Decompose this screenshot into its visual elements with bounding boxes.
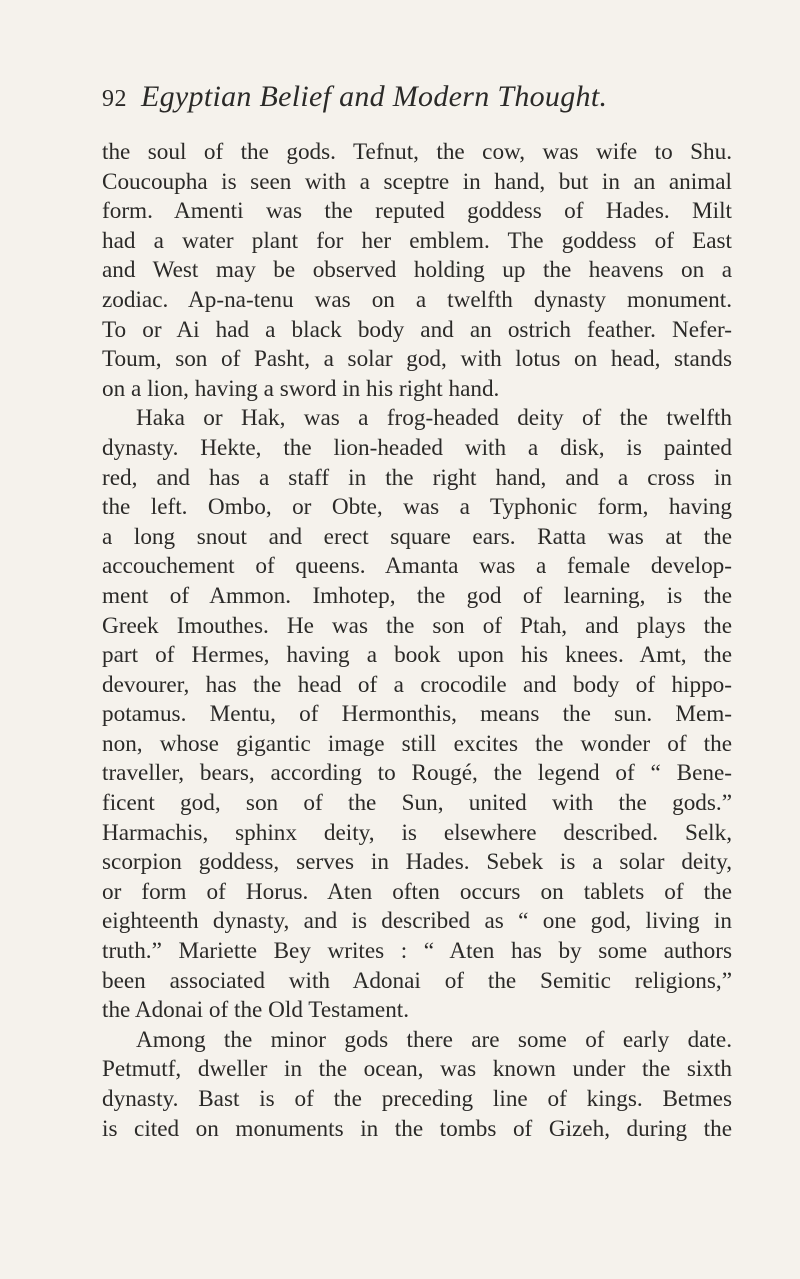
text-line: accouchement of queens. Amanta was a female develop- [102, 553, 732, 580]
text-line: is cited on monuments in the tombs of Gizeh, during the [102, 1115, 732, 1142]
text-line: ficent god, son of the Sun, united with the gods.” [102, 790, 732, 817]
text-line: a long snout and erect square ears. Ratta was at the [102, 523, 732, 550]
running-title: Egyptian Belief and Modern Thought. [141, 80, 608, 113]
text-line: truth.” Mariette Bey writes : “ Aten has by some authors [102, 938, 732, 965]
text-line: non, whose gigantic image still excites the wonder of the [102, 730, 732, 757]
text-line: or form of Horus. Aten often occurs on tablets of the [102, 878, 732, 905]
text-line: the soul of the gods. Tefnut, the cow, was wife to Shu. [102, 139, 732, 165]
text-line: potamus. Mentu, of Hermonthis, means the sun. Mem- [102, 701, 732, 728]
text-line: dynasty. Hekte, the lion-headed with a disk, is painted [102, 434, 732, 461]
text-line: ment of Ammon. Imhotep, the god of learning, is the [102, 582, 732, 609]
text-line: on a lion, having a sword in his right hand. [102, 375, 500, 402]
text-line: part of Hermes, having a book upon his knees. Amt, the [102, 642, 732, 669]
text-line: eighteenth dynasty, and is described as “ one god, living in [102, 908, 732, 935]
text-line: devourer, has the head of a crocodile and body of hippo- [102, 671, 732, 698]
text-line: red, and has a staff in the right hand, and a cross in [102, 464, 732, 491]
text-line: dynasty. Bast is of the preceding line of kings. Betmes [102, 1086, 732, 1112]
text-line: the Adonai of the Old Testament. [102, 997, 410, 1024]
text-line: the left. Ombo, or Obte, was a Typhonic form, having [102, 494, 732, 521]
text-line: been associated with Adonai of the Semitic religions,” [102, 967, 732, 994]
text-line: Harmachis, sphinx deity, is elsewhere described. Selk, [102, 819, 732, 846]
page-number: 92 [102, 86, 127, 112]
text-line: Petmutf, dweller in the ocean, was known under the sixth [102, 1056, 732, 1083]
text-line: Coucoupha is seen with a sceptre in hand, but in an animal [102, 168, 732, 195]
text-line: and West may be observed holding up the heavens on a [102, 257, 732, 284]
text-line: form. Amenti was the reputed goddess of Hades. Milt [102, 198, 732, 225]
text-line: zodiac. Ap-na-tenu was on a twelfth dynasty monument. [102, 286, 732, 313]
text-line: Haka or Hak, was a frog-headed deity of the twelfth [136, 405, 732, 432]
body-text [102, 138, 732, 1144]
text-line: To or Ai had a black body and an ostrich feather. Nefer- [102, 316, 732, 343]
text-line: scorpion goddess, serves in Hades. Sebek is a solar deity, [102, 849, 732, 876]
text-line: Toum, son of Pasht, a solar god, with lotus on head, stands [102, 346, 732, 373]
text-line: traveller, bears, according to Rougé, the legend of “ Bene- [102, 760, 732, 787]
text-line: Among the minor gods there are some of early date. [136, 1026, 732, 1053]
running-head [102, 80, 722, 120]
text-line: Greek Imouthes. He was the son of Ptah, and plays the [102, 612, 732, 639]
text-line: had a water plant for her emblem. The goddess of East [102, 227, 732, 254]
